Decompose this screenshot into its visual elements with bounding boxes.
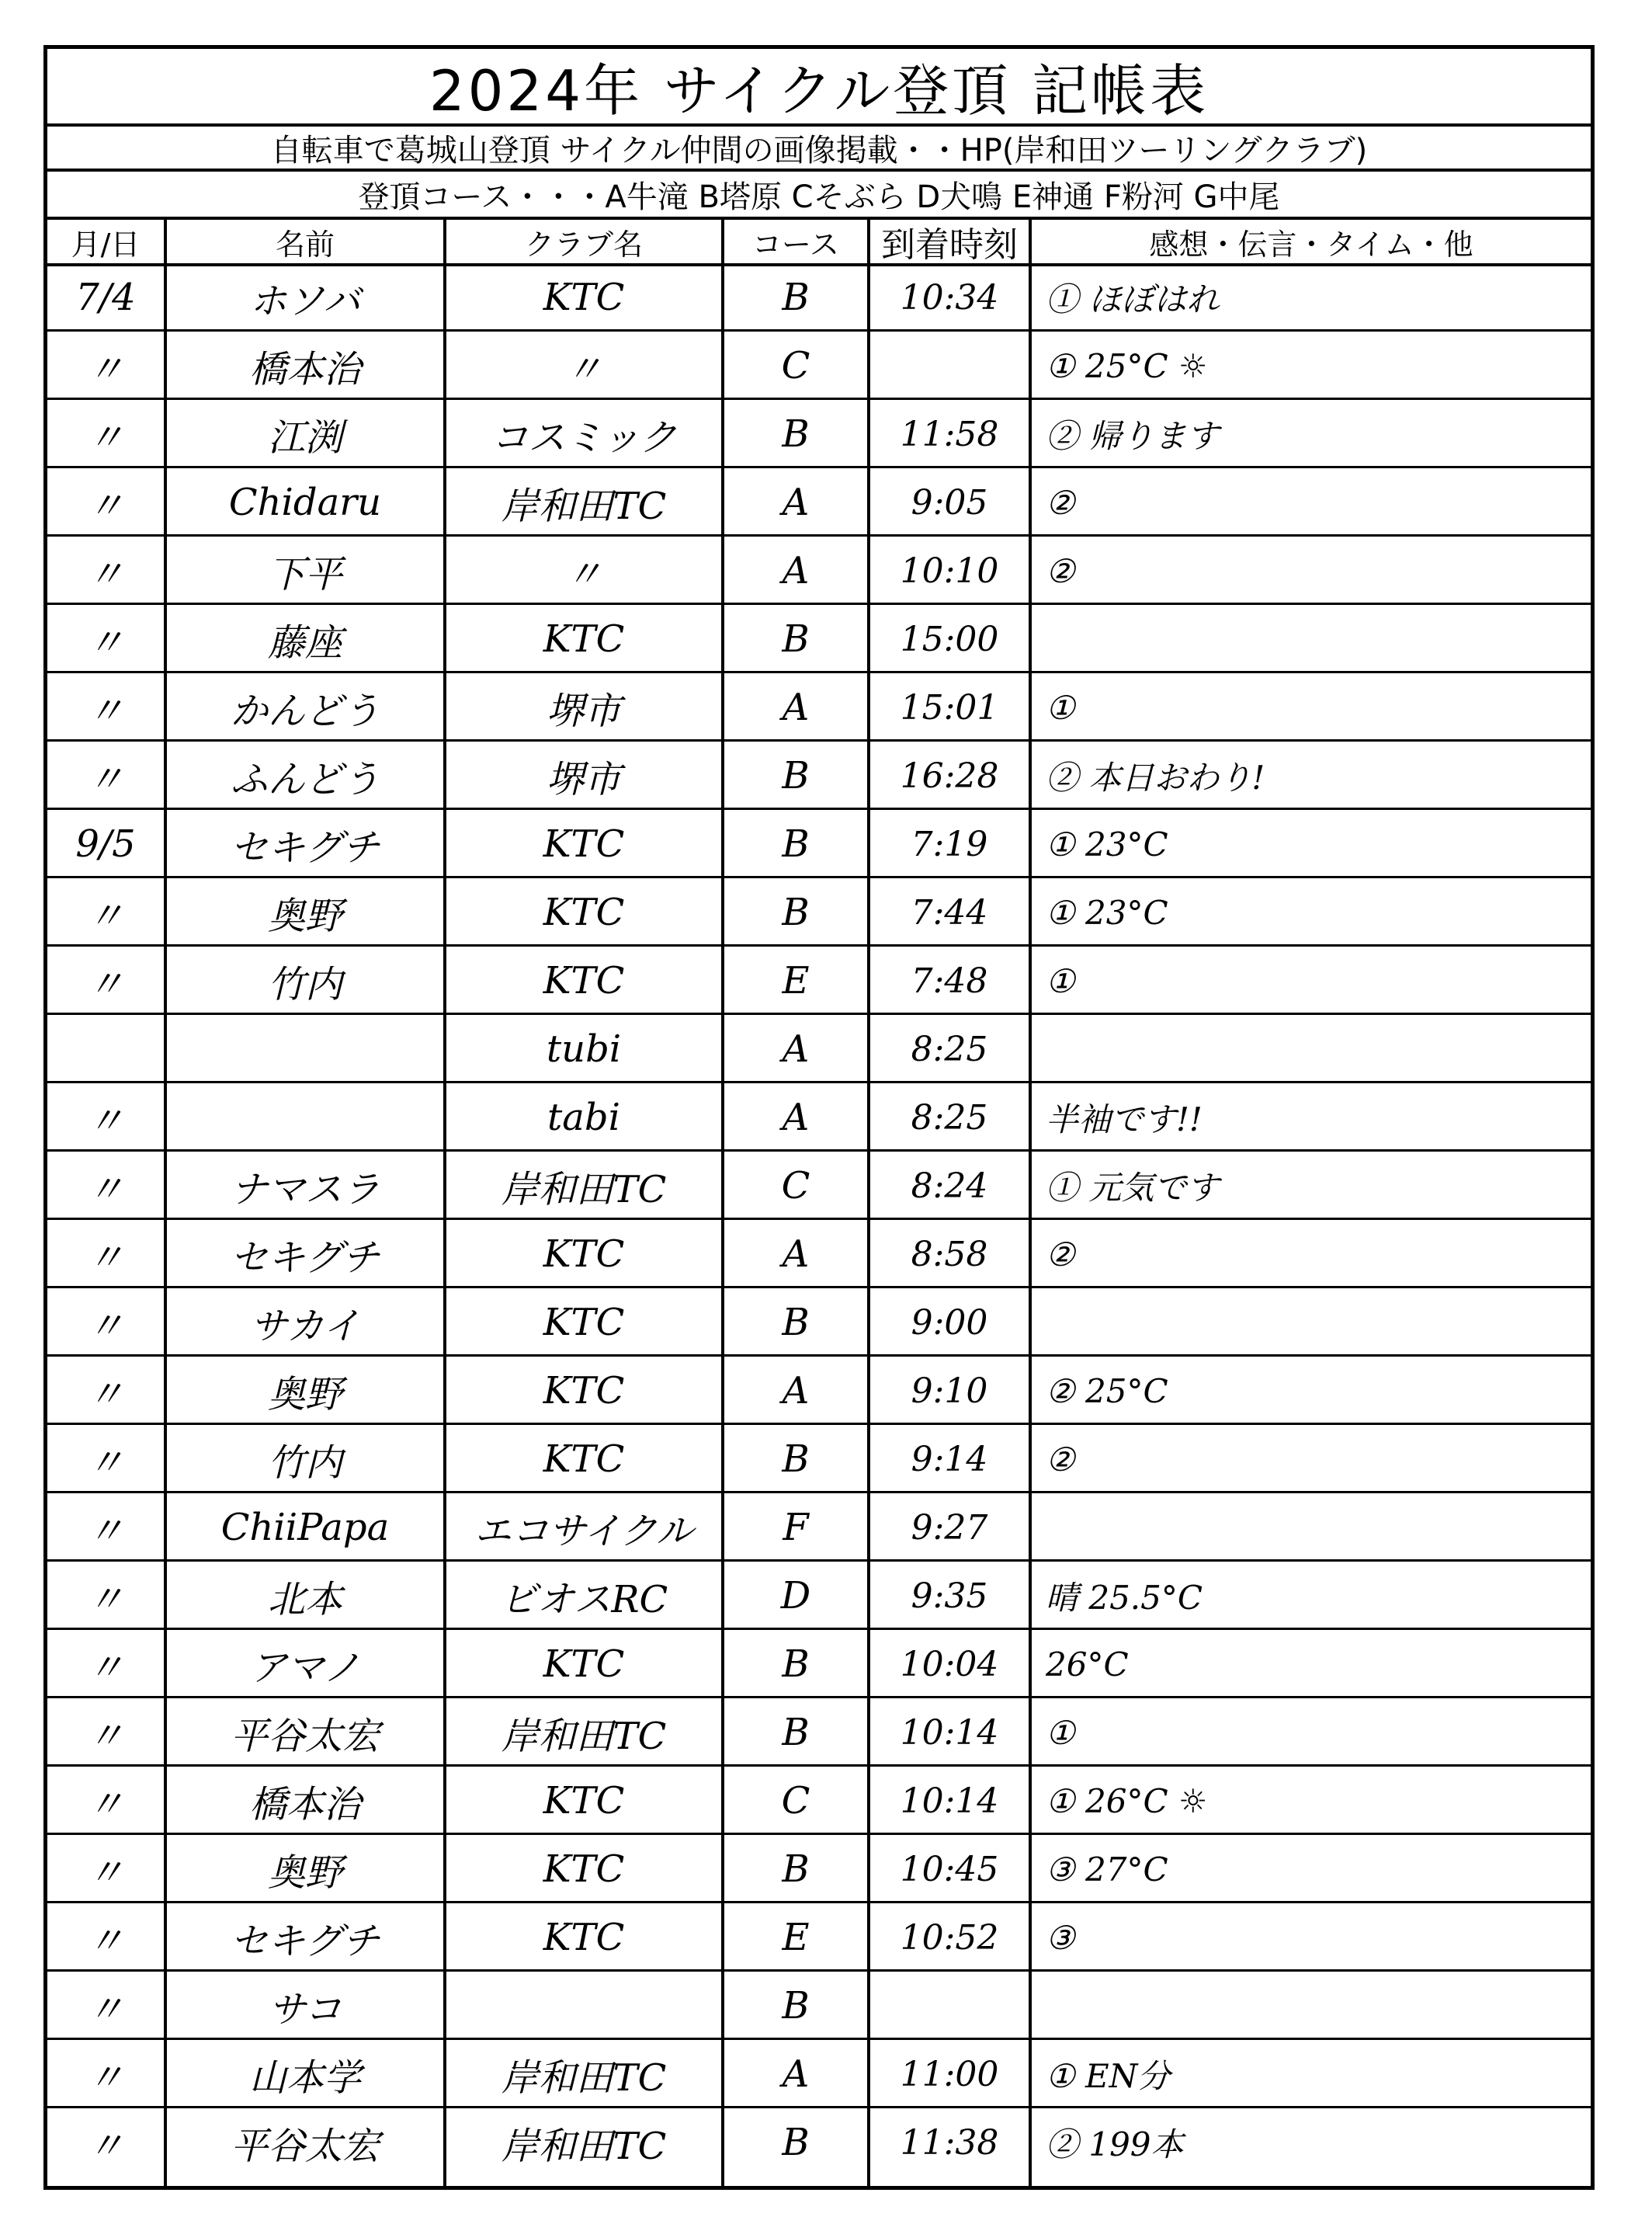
row-note: ① 25°C ☼ [1046, 346, 1208, 385]
row-time: 10:52 [900, 1917, 999, 1958]
row-name: 奥野 [267, 1850, 342, 1895]
row-name: 竹内 [267, 962, 342, 1006]
row-date: 〃 [86, 1440, 124, 1485]
row-date: 〃 [86, 1987, 124, 2031]
row-name: アマノ [249, 1645, 361, 1690]
row-course: B [782, 1711, 810, 1754]
row-name: セキグチ [230, 1919, 380, 1963]
row-club: 岸和田TC [501, 1714, 667, 1758]
row-note: ① [1046, 688, 1075, 727]
table-row [47, 1155, 1591, 1220]
row-club: 岸和田TC [501, 2124, 667, 2168]
row-name: 江渕 [267, 415, 342, 460]
row-time: 11:38 [900, 2122, 999, 2163]
row-note: ② [1046, 1440, 1075, 1479]
row-date: 〃 [86, 347, 124, 391]
row-course: B [782, 1301, 810, 1344]
table-row [47, 1906, 1591, 1972]
row-date: 〃 [86, 1645, 124, 1690]
row-date: 〃 [86, 1782, 124, 1826]
col-time-header: 到着時刻 [881, 225, 1018, 265]
row-club: KTC [543, 1642, 625, 1686]
row-note: ① [1046, 1713, 1075, 1752]
row-club: KTC [543, 1916, 625, 1959]
table-row [47, 881, 1591, 947]
row-course: C [781, 1164, 810, 1208]
row-note: ① 23°C [1046, 825, 1168, 864]
table-row [47, 745, 1591, 810]
table-row [47, 2111, 1591, 2177]
row-course: B [782, 1984, 810, 2028]
row-time: 10:45 [900, 1849, 999, 1889]
row-date: 9/5 [75, 822, 136, 866]
col-club-header: クラブ名 [524, 227, 643, 262]
row-club: エコサイクル [474, 1509, 694, 1553]
row-club: ビオスRC [499, 1577, 668, 1621]
table-row [47, 1633, 1591, 1698]
row-club: KTC [543, 1301, 625, 1344]
row-course: C [781, 344, 810, 387]
row-time: 7:48 [911, 961, 988, 1001]
log-sheet [43, 45, 1595, 2190]
col-name-header: 名前 [275, 227, 335, 262]
row-name: かんどう [230, 689, 380, 733]
row-date: 〃 [86, 415, 124, 460]
row-note: 26°C [1046, 1645, 1129, 1684]
row-date: 7/4 [75, 276, 136, 319]
row-time: 8:58 [911, 1234, 988, 1274]
table-row [47, 1018, 1591, 1083]
table-row [47, 1360, 1591, 1425]
row-club: 岸和田TC [501, 2055, 667, 2100]
row-time: 16:28 [900, 756, 999, 796]
table-row [47, 1496, 1591, 1562]
row-time: 9:00 [911, 1302, 988, 1343]
table-row [47, 2043, 1591, 2108]
row-time: 7:44 [911, 892, 988, 933]
table-row [47, 1428, 1591, 1493]
row-note [1032, 1291, 1591, 1354]
row-date: 〃 [86, 757, 124, 801]
row-note: ② 帰ります [1046, 417, 1220, 455]
row-date: 〃 [86, 1372, 124, 1416]
table-row [47, 403, 1591, 468]
row-note: ① ほぼはれ [1046, 280, 1220, 318]
row-course: B [782, 617, 810, 661]
row-name: ChiiPapa [220, 1506, 390, 1549]
table-row [47, 950, 1591, 1015]
row-course: A [782, 1232, 810, 1276]
row-time: 10:34 [900, 277, 999, 318]
row-course: A [782, 1027, 810, 1071]
row-time: 10:14 [900, 1781, 999, 1821]
row-course: B [782, 276, 810, 319]
table-row [47, 1291, 1591, 1357]
row-club: 岸和田TC [501, 1167, 667, 1211]
row-club: コスミック [491, 415, 677, 460]
row-name [167, 1086, 443, 1148]
row-time: 10:14 [900, 1712, 999, 1753]
row-date: 〃 [86, 1167, 124, 1211]
row-time: 9:35 [911, 1576, 988, 1616]
row-time [870, 1975, 1029, 2037]
row-date: 〃 [86, 689, 124, 733]
row-club: KTC [543, 891, 625, 934]
table-row [47, 471, 1591, 537]
row-course: E [782, 1916, 810, 1959]
row-note: ③ [1046, 1918, 1075, 1957]
row-name: サコ [268, 1987, 342, 2031]
row-time: 10:04 [900, 1644, 999, 1684]
row-club: KTC [543, 822, 625, 866]
row-name: Chidaru [228, 481, 382, 524]
row-club: 堺市 [546, 757, 621, 801]
row-name: 藤座 [267, 620, 342, 665]
row-name: 山本学 [248, 2055, 361, 2100]
row-time: 11:58 [900, 414, 999, 454]
table-row [47, 266, 1591, 332]
row-course: A [782, 1369, 810, 1413]
course-legend: 登頂コース・・・A牛滝 B塔原 Cそぶら D犬鳴 E神通 F粉河 G中尾 [47, 172, 1591, 220]
row-name: 北本 [267, 1577, 342, 1621]
row-date: 〃 [86, 1919, 124, 1963]
col-date-header: 月/日 [71, 227, 141, 262]
row-club: tabi [547, 1096, 620, 1139]
row-date: 〃 [86, 1099, 124, 1143]
log-rows [47, 266, 1591, 2186]
row-time: 8:25 [911, 1029, 988, 1069]
row-course: A [782, 549, 810, 592]
row-date: 〃 [86, 1714, 124, 1758]
row-name: 平谷太宏 [230, 2124, 380, 2168]
table-row [47, 335, 1591, 400]
table-row [47, 1975, 1591, 2040]
row-course: B [782, 822, 810, 866]
row-date [47, 1018, 164, 1080]
row-note: ① EN分 [1046, 2057, 1171, 2095]
row-name: 奥野 [267, 1372, 342, 1416]
row-time: 9:05 [911, 482, 988, 523]
row-name: ふんどう [230, 757, 380, 801]
row-note [1032, 1018, 1591, 1080]
table-row [47, 1701, 1591, 1767]
row-name: 平谷太宏 [230, 1714, 380, 1758]
row-club: 〃 [564, 347, 602, 391]
row-course: B [782, 412, 810, 456]
row-club: 岸和田TC [501, 484, 667, 528]
row-course: C [781, 1779, 810, 1823]
row-date: 〃 [86, 1304, 124, 1348]
row-note: ② 25°C [1046, 1371, 1168, 1410]
row-note: 半袖です!! [1046, 1100, 1203, 1138]
row-note: ② 本日おわり! [1046, 759, 1265, 797]
row-course: A [782, 1096, 810, 1139]
row-course: B [782, 891, 810, 934]
row-time: 15:01 [900, 687, 999, 728]
row-club: 堺市 [546, 689, 621, 733]
row-name: 竹内 [267, 1440, 342, 1485]
row-name: 橋本治 [248, 1782, 361, 1826]
row-note [1032, 608, 1591, 670]
row-club: KTC [543, 1369, 625, 1413]
row-note: ① [1046, 961, 1075, 1000]
row-club: KTC [543, 1437, 625, 1481]
row-note: ② [1046, 483, 1075, 522]
col-course-header: コース [751, 227, 840, 262]
row-course: A [782, 686, 810, 729]
sheet-title: 2024年 サイクル登頂 記帳表 [47, 49, 1591, 127]
row-time: 9:14 [911, 1439, 988, 1479]
table-row [47, 676, 1591, 742]
col-note-header: 感想・伝言・タイム・他 [1149, 227, 1473, 262]
row-date: 〃 [86, 552, 124, 596]
row-time: 15:00 [900, 619, 999, 659]
row-club [446, 1975, 721, 2037]
row-club: tubi [546, 1027, 622, 1071]
row-course: E [782, 959, 810, 1003]
row-name: サカイ [250, 1304, 360, 1348]
row-course: B [782, 754, 810, 798]
row-course: F [783, 1506, 809, 1549]
sheet-subtitle: 自転車で葛城山登頂 サイクル仲間の画像掲載・・HP(岸和田ツーリングクラブ) [47, 127, 1591, 172]
table-row [47, 1086, 1591, 1152]
row-time: 9:27 [911, 1507, 988, 1548]
row-note: ① 23°C [1046, 893, 1168, 932]
row-club: KTC [543, 1847, 625, 1891]
row-course: B [782, 1642, 810, 1686]
row-club: KTC [543, 617, 625, 661]
row-course: B [782, 1437, 810, 1481]
row-date: 〃 [86, 1509, 124, 1553]
row-date: 〃 [86, 894, 124, 938]
row-club: KTC [543, 276, 625, 319]
row-time: 11:00 [900, 2054, 999, 2094]
row-name: 下平 [267, 552, 342, 596]
row-course: A [782, 2052, 810, 2096]
row-date: 〃 [86, 2055, 124, 2100]
row-date: 〃 [86, 1577, 124, 1621]
row-club: KTC [543, 959, 625, 1003]
row-note: ② 199本 [1046, 2125, 1184, 2163]
row-note: ② [1046, 1235, 1075, 1274]
row-club: KTC [543, 1232, 625, 1276]
row-time: 8:24 [911, 1166, 988, 1206]
row-note: ② [1046, 551, 1075, 590]
table-row [47, 1565, 1591, 1630]
column-header-row [47, 220, 1591, 266]
row-name: 橋本治 [248, 347, 361, 391]
row-club: 〃 [564, 552, 602, 596]
table-row [47, 540, 1591, 605]
table-row [47, 1770, 1591, 1835]
row-course: A [782, 481, 810, 524]
row-course: B [782, 1847, 810, 1891]
row-name: セキグチ [230, 1235, 380, 1280]
row-date: 〃 [86, 620, 124, 665]
row-note: 晴 25.5°C [1046, 1579, 1203, 1617]
row-date: 〃 [86, 962, 124, 1006]
row-name [167, 1018, 443, 1080]
row-name: 奥野 [267, 894, 342, 938]
row-course: D [780, 1574, 811, 1618]
row-time: 7:19 [911, 824, 988, 864]
row-name: ナマスラ [230, 1167, 380, 1211]
row-note: ① 26°C ☼ [1046, 1781, 1208, 1820]
table-row [47, 813, 1591, 878]
row-time: 9:10 [911, 1371, 988, 1411]
row-date: 〃 [86, 1235, 124, 1280]
row-note: ① 元気です [1046, 1169, 1220, 1207]
row-course: B [782, 2121, 810, 2164]
table-row [47, 608, 1591, 673]
row-note: ③ 27°C [1046, 1850, 1168, 1889]
table-row [47, 1838, 1591, 1903]
row-name: ホソバ [249, 279, 361, 323]
row-time: 8:25 [911, 1097, 988, 1138]
row-date: 〃 [86, 2124, 124, 2168]
row-time: 10:10 [900, 551, 999, 591]
row-note [1032, 1975, 1591, 2037]
row-club: KTC [543, 1779, 625, 1823]
table-row [47, 1223, 1591, 1288]
row-note [1032, 1496, 1591, 1559]
row-date: 〃 [86, 1850, 124, 1895]
row-time [870, 335, 1029, 397]
row-date: 〃 [86, 484, 124, 528]
row-name: セキグチ [230, 825, 380, 870]
